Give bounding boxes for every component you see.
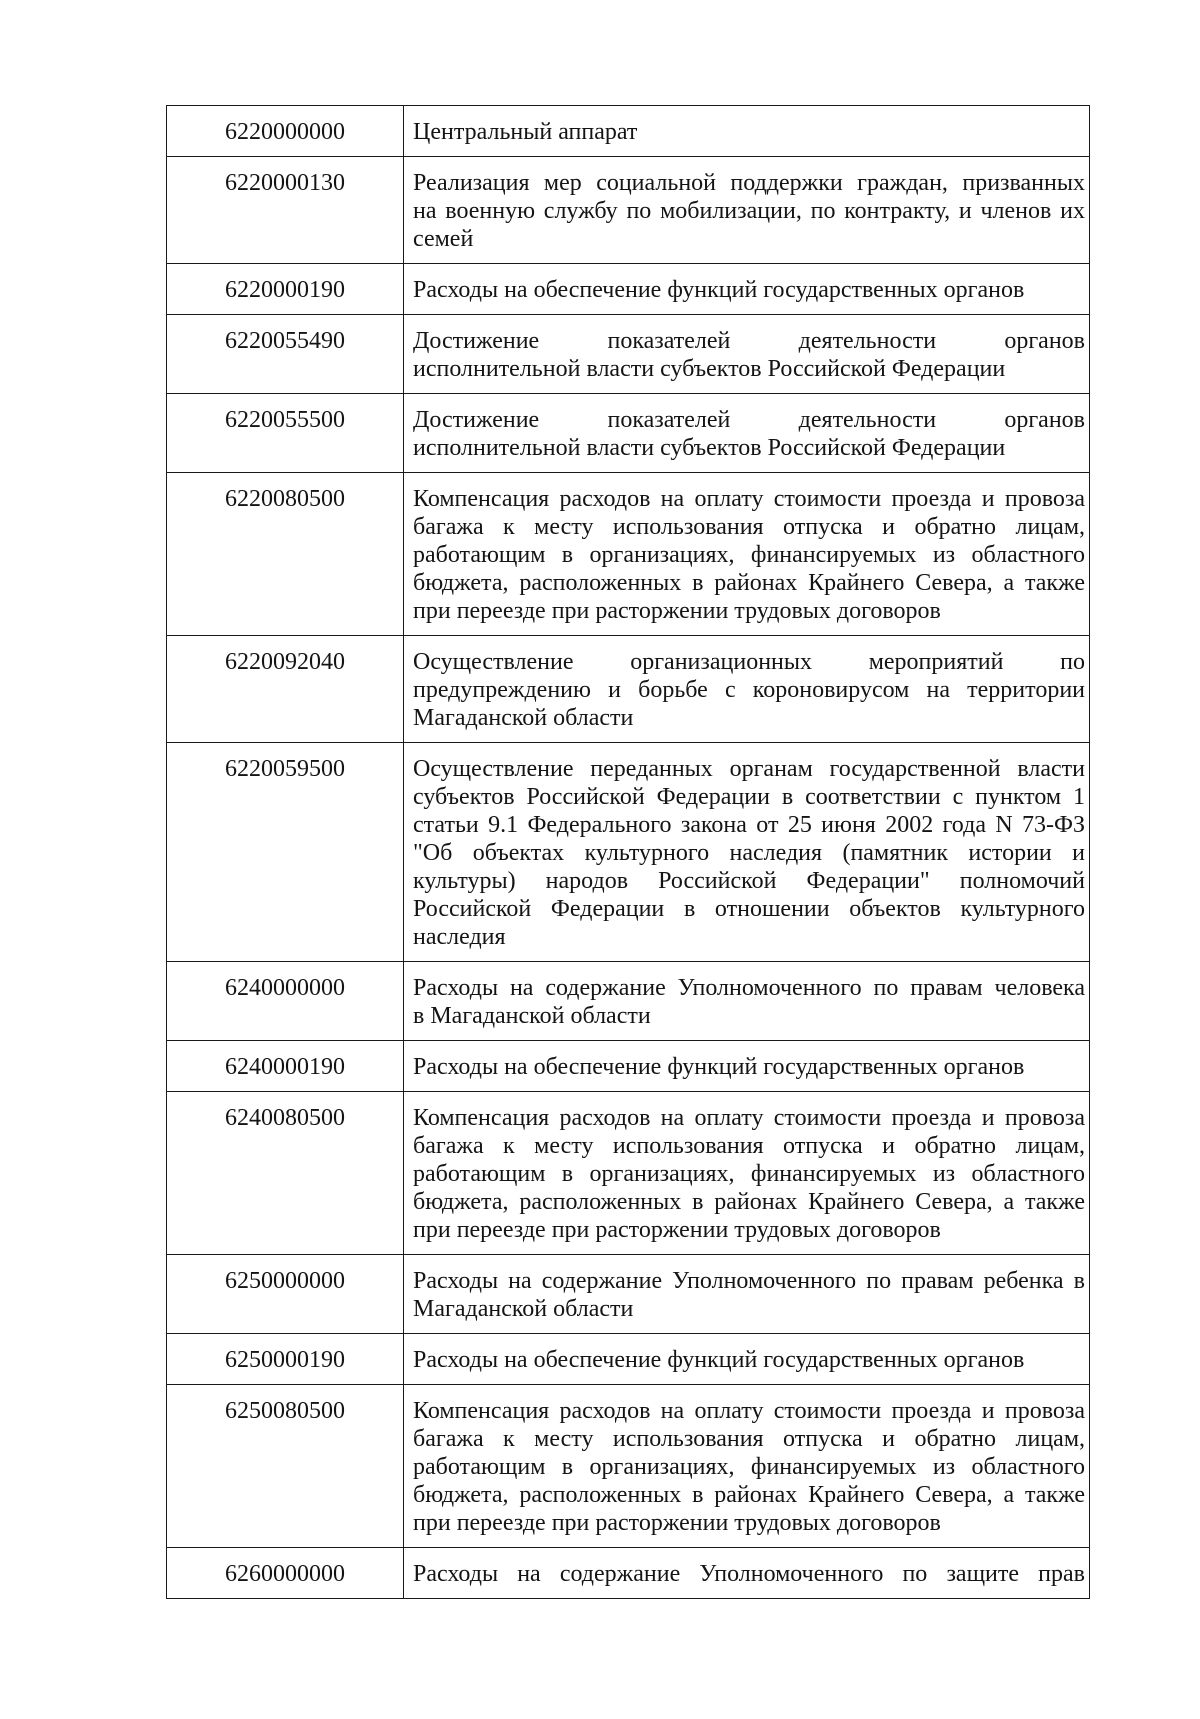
code-cell xyxy=(167,264,404,315)
budget-code: 6220092040 xyxy=(225,649,345,675)
table-row xyxy=(167,636,1090,743)
table-row xyxy=(167,1041,1090,1092)
description-line: Центральный аппарат xyxy=(413,119,638,145)
table-row xyxy=(167,1255,1090,1334)
table-row xyxy=(167,264,1090,315)
code-cell xyxy=(167,315,404,394)
code-cell xyxy=(167,743,404,962)
description-line: багажа к месту использования отпуска и обратно лицам, xyxy=(413,1426,1085,1452)
description-cell xyxy=(404,315,1090,394)
description-line: багажа к месту использования отпуска и обратно лицам, xyxy=(413,1133,1085,1159)
description-line: Магаданской области xyxy=(413,705,634,731)
budget-code: 6220055500 xyxy=(225,407,345,433)
table-row xyxy=(167,962,1090,1041)
table-row xyxy=(167,1548,1090,1599)
budget-code: 6220059500 xyxy=(225,756,345,782)
description-line: субъектов Российской Федерации в соответствии с пунктом 1 xyxy=(413,784,1085,810)
description-line: при переезде при расторжении трудовых договоров xyxy=(413,1510,941,1536)
description-cell xyxy=(404,394,1090,473)
description-line: исполнительной власти субъектов Российской Федерации xyxy=(413,356,1006,382)
table-row xyxy=(167,394,1090,473)
code-cell xyxy=(167,1092,404,1255)
description-line: Расходы на содержание Уполномоченного по защите прав xyxy=(413,1561,1085,1587)
description-cell xyxy=(404,1334,1090,1385)
budget-code: 6240080500 xyxy=(225,1105,345,1131)
description-line: Достижение показателей деятельности органов xyxy=(413,328,1085,354)
description-line: Расходы на обеспечение функций государственных органов xyxy=(413,1347,1025,1373)
description-cell xyxy=(404,1548,1090,1599)
description-line: "Об объектах культурного наследия (памятник истории и xyxy=(413,840,1085,866)
code-cell xyxy=(167,157,404,264)
description-cell xyxy=(404,157,1090,264)
description-cell xyxy=(404,962,1090,1041)
code-cell xyxy=(167,1334,404,1385)
budget-code-table xyxy=(166,105,1090,1599)
description-line: исполнительной власти субъектов Российской Федерации xyxy=(413,435,1006,461)
table-row xyxy=(167,1334,1090,1385)
table-row xyxy=(167,157,1090,264)
table-row xyxy=(167,315,1090,394)
budget-code: 6220000130 xyxy=(225,170,345,196)
description-line: предупреждению и борьбе с короновирусом на территории xyxy=(413,677,1085,703)
description-line: при переезде при расторжении трудовых договоров xyxy=(413,598,941,624)
description-line: работающим в организациях, финансируемых из областного xyxy=(413,1161,1085,1187)
description-line: Осуществление переданных органам государственной власти xyxy=(413,756,1085,782)
description-cell xyxy=(404,1255,1090,1334)
table-body xyxy=(167,106,1090,1599)
description-line: Компенсация расходов на оплату стоимости проезда и провоза xyxy=(413,486,1085,512)
budget-code: 6250080500 xyxy=(225,1398,345,1424)
description-cell xyxy=(404,264,1090,315)
code-cell xyxy=(167,636,404,743)
description-line: работающим в организациях, финансируемых из областного xyxy=(413,542,1085,568)
table-row xyxy=(167,473,1090,636)
code-cell xyxy=(167,106,404,157)
description-line: Осуществление организационных мероприятий по xyxy=(413,649,1085,675)
description-line: Расходы на обеспечение функций государственных органов xyxy=(413,1054,1025,1080)
description-line: Реализация мер социальной поддержки граждан, призванных xyxy=(413,170,1085,196)
description-cell xyxy=(404,1041,1090,1092)
budget-code: 6240000190 xyxy=(225,1054,345,1080)
description-line: наследия xyxy=(413,924,506,950)
description-cell xyxy=(404,1092,1090,1255)
description-cell xyxy=(404,473,1090,636)
description-cell xyxy=(404,743,1090,962)
description-cell xyxy=(404,1385,1090,1548)
description-line: Компенсация расходов на оплату стоимости проезда и провоза xyxy=(413,1398,1085,1424)
code-cell xyxy=(167,1041,404,1092)
budget-code: 6250000000 xyxy=(225,1268,345,1294)
code-cell xyxy=(167,394,404,473)
code-cell xyxy=(167,1255,404,1334)
description-line: работающим в организациях, финансируемых из областного xyxy=(413,1454,1085,1480)
description-line: бюджета, расположенных в районах Крайнего Севера, а также xyxy=(413,1482,1085,1508)
description-line: статьи 9.1 Федерального закона от 25 июня 2002 года N 73-ФЗ xyxy=(413,812,1085,838)
budget-code: 6220000000 xyxy=(225,119,345,145)
description-line: бюджета, расположенных в районах Крайнего Севера, а также xyxy=(413,1189,1085,1215)
budget-code: 6240000000 xyxy=(225,975,345,1001)
budget-code: 6260000000 xyxy=(225,1561,345,1587)
description-line: бюджета, расположенных в районах Крайнего Севера, а также xyxy=(413,570,1085,596)
description-line: Достижение показателей деятельности органов xyxy=(413,407,1085,433)
table-row xyxy=(167,1385,1090,1548)
code-cell xyxy=(167,1548,404,1599)
description-line: Расходы на обеспечение функций государственных органов xyxy=(413,277,1025,303)
description-line: на военную службу по мобилизации, по контракту, и членов их xyxy=(413,198,1085,224)
budget-code: 6220080500 xyxy=(225,486,345,512)
budget-code: 6220055490 xyxy=(225,328,345,354)
budget-code: 6220000190 xyxy=(225,277,345,303)
description-line: багажа к месту использования отпуска и обратно лицам, xyxy=(413,514,1085,540)
description-line: Магаданской области xyxy=(413,1296,634,1322)
code-cell xyxy=(167,473,404,636)
code-cell xyxy=(167,962,404,1041)
table-row xyxy=(167,1092,1090,1255)
description-line: Компенсация расходов на оплату стоимости проезда и провоза xyxy=(413,1105,1085,1131)
description-cell xyxy=(404,636,1090,743)
table-row xyxy=(167,743,1090,962)
description-cell xyxy=(404,106,1090,157)
description-line: культуры) народов Российской Федерации" полномочий xyxy=(413,868,1085,894)
description-line: при переезде при расторжении трудовых договоров xyxy=(413,1217,941,1243)
description-line: Расходы на содержание Уполномоченного по правам ребенка в xyxy=(413,1268,1085,1294)
description-line: Российской Федерации в отношении объектов культурного xyxy=(413,896,1085,922)
table-row xyxy=(167,106,1090,157)
description-line: Расходы на содержание Уполномоченного по правам человека xyxy=(413,975,1085,1001)
code-cell xyxy=(167,1385,404,1548)
budget-code: 6250000190 xyxy=(225,1347,345,1373)
description-line: семей xyxy=(413,226,474,252)
description-line: в Магаданской области xyxy=(413,1003,651,1029)
